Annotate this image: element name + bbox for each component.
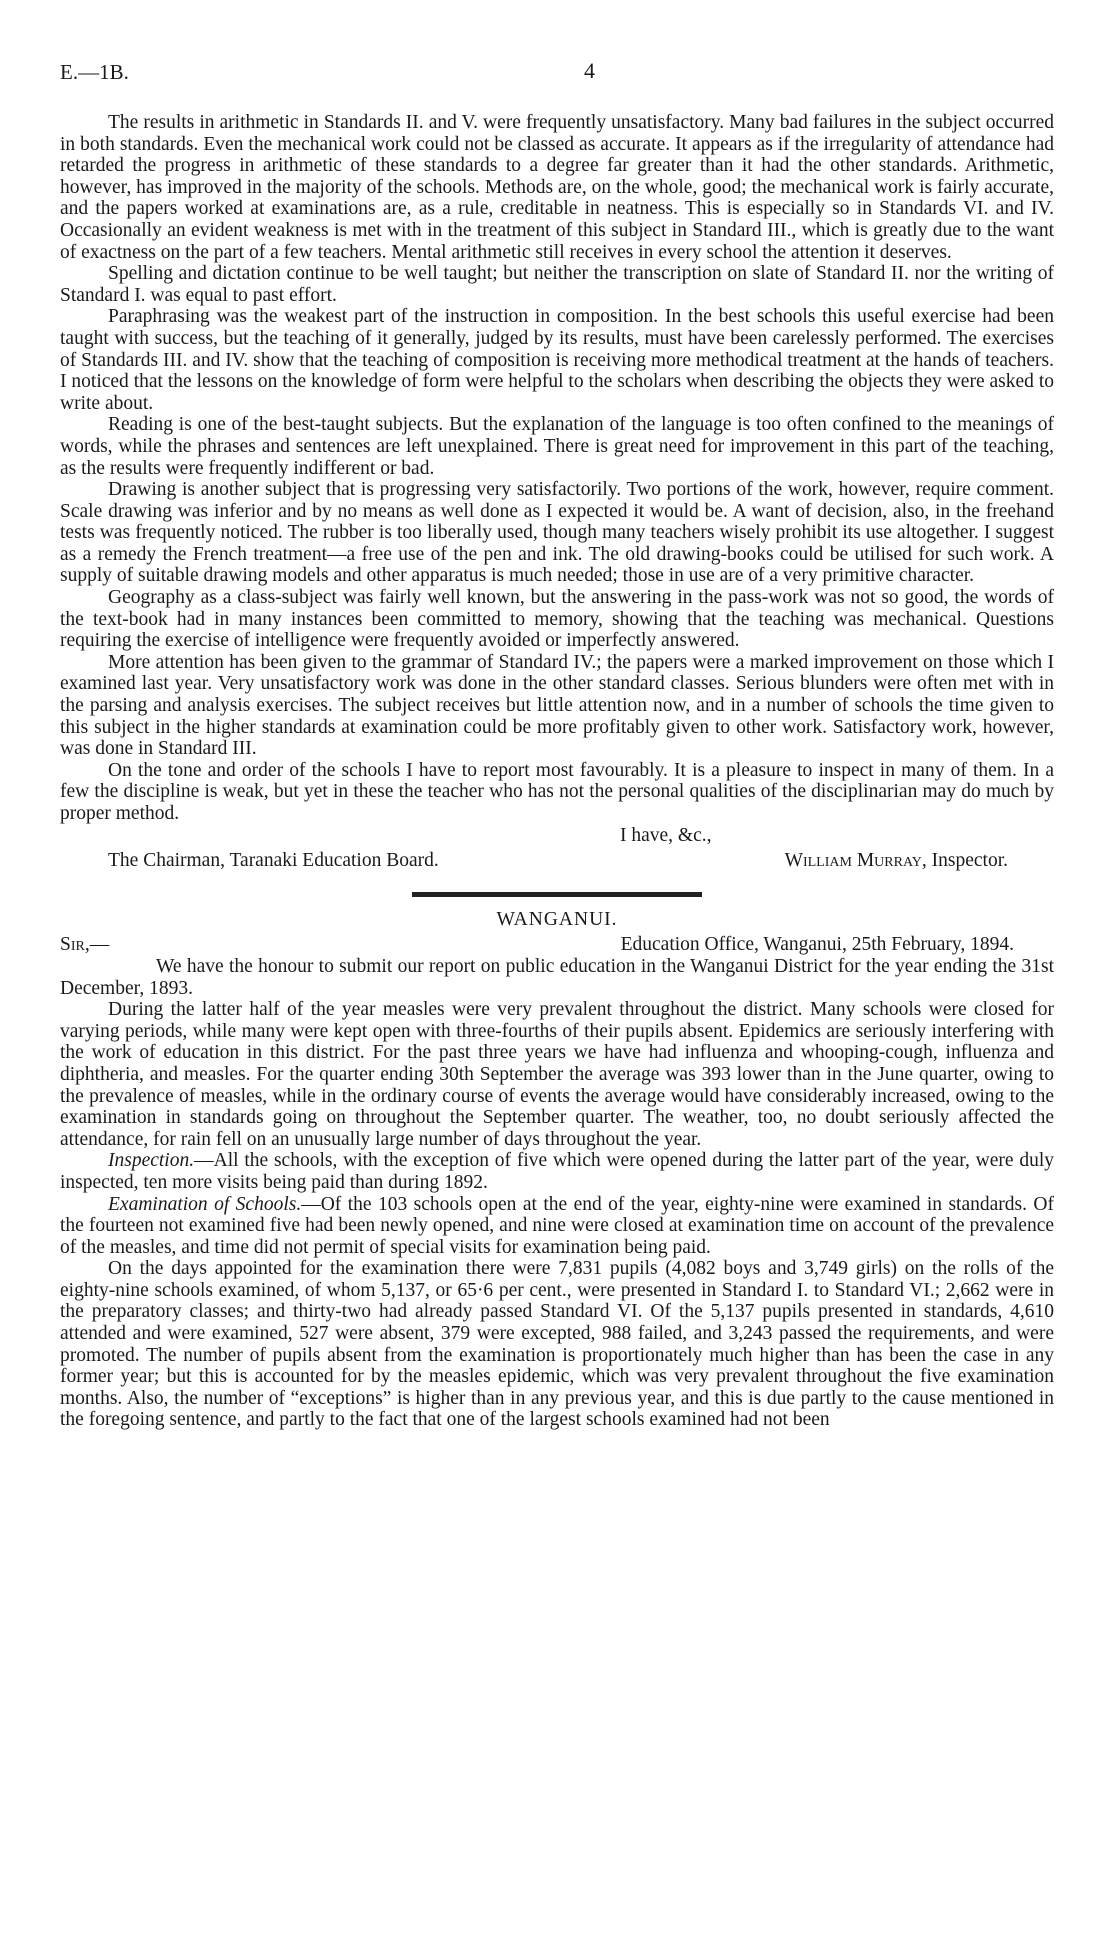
paragraph-reading: Reading is one of the best-taught subjects. But the explanation of the language is too often confined to the meanings of words, while the phrases and sentences are left unexplained. There is great need for improvement in this part of the teaching, as the results were frequently indifferent or bad. [60,414,1054,479]
paragraph-inspection [60,1150,1054,1193]
section-title: WANGANUI. [496,908,618,930]
section-divider [412,892,702,897]
closing-salutation: I have, &c., [620,824,712,846]
paragraph-arithmetic: The results in arithmetic in Standards II. and V. were frequently unsatisfactory. Many bad failures in the subject occurred in both standards. Even the mechanical work could not be classed as accurate. It appears as if the irregularity of attendance had retarded the progress in arithmetic of these standards to a degree far greater than it had the other standards. Arithmetic, however, has improved in the majority of the schools. Methods are, on the whole, good; the mechanical work is fairly accurate, and the papers worked at examinations are, as a rule, creditable in neatness. This is especially so in Standards VI. and IV. Occasionally an evident weakness is met with in the treatment of this subject in Standard III., which is greatly due to the want of exactness on the part of a few teachers. Mental arithmetic still receives in every school the attention it deserves. [60,112,1054,263]
page-number: 4 [584,58,595,83]
document-reference: E.—1B. [60,60,129,84]
inspection-text: —All the schools, with the exception of five which were opened during the latter part of the year, were duly inspected, ten more visits being paid than during 1892. [60,1150,1054,1193]
paragraph-opening: We have the honour to submit our report on public education in the Wanganui District for the year ending the 31st December, 1893. [60,955,1054,999]
document-body [60,112,1054,1431]
paragraph-results: On the days appointed for the examination there were 7,831 pupils (4,082 boys and 3,749 girls) on the rolls of the eighty-nine schools examined, of whom 5,137, or 65·6 per cent., were presented in Standard I. to Standard VI.; 2,662 were in the preparatory classes; and thirty-two had already passed Standard VI. Of the 5,137 pupils presented in standards, 4,610 attended and were examined, 527 were absent, 379 were excepted, 988 failed, and 3,243 passed the requirements, and were promoted. The number of pupils absent from the examination is proportionately much higher than has been the case in any former year; but this is accounted for by the measles epidemic, which was very prevalent throughout the five examination months. Also, the number of “exceptions” is higher than in any previous year, and this is due partly to the cause mentioned in the foregoing sentence, and partly to the fact that one of the largest schools examined had not been [60,1258,1054,1431]
examination-text: —Of the 103 schools open at the end of the year, eighty-nine were examined in standards. Of the fourteen not examined five had been newly opened, and nine were closed at examination time on account of the prevalence of the measles, and time did not permit of special visits for examination being paid. [60,1193,1054,1258]
paragraph-measles: During the latter half of the year measles were very prevalent throughout the district. Many schools were closed for varying periods, while many were kept open with three-fourths of their pupils absent. Epidemics are seriously interfering with the work of education in this district. For the past three years we have had influenza and whooping-cough, influenza and diphtheria, and measles. For the quarter ending 30th September the average was 393 lower than in the June quarter, owing to the prevalence of measles, while in the ordinary course of events the average would have considerably increased, owing to the examination in standards going on throughout the September quarter. The weather, too, no doubt seriously affected the attendance, for rain fell on an unusually large number of days throughout the year. [60,999,1054,1150]
signature-row [60,850,1054,872]
examination-label: Examination of Schools. [108,1193,302,1215]
office-date: Education Office, Wanganui, 25th February, 1894. [620,934,1014,956]
paragraph-examination [60,1194,1054,1259]
paragraph-grammar: More attention has been given to the grammar of Standard IV.; the papers were a marked improvement on those which I examined last year. Very unsatisfactory work was done in the other standard classes. Serious blunders were often met with in the parsing and analysis exercises. The subject receives but little attention now, and in a number of schools the time given to this subject in the higher standards at examination could be more profitably given to other work. Satisfactory work, however, was done in Standard III. [60,651,1054,760]
paragraph-paraphrasing: Paraphrasing was the weakest part of the instruction in composition. In the best schools this useful exercise had been taught with success, but the teaching of it generally, judged by its results, must have been carelessly performed. The exercises of Standards III. and IV. show that the teaching of composition is receiving more methodical treatment at the hands of teachers. I noticed that the lessons on the knowledge of form were helpful to the scholars when describing the objects they were asked to write about. [60,306,1054,414]
paragraph-tone: On the tone and order of the schools I have to report most favourably. It is a pleasure to inspect in many of them. In a few the discipline is weak, but yet in these the teacher who has not the personal qualities of the disciplinarian may do much by proper method. [60,759,1054,824]
paragraph-drawing: Drawing is another subject that is progressing very satisfactorily. Two portions of the work, however, require comment. Scale drawing was inferior and by no means as well done as I expected it would be. A want of decision, also, in the freehand tests was frequently noticed. The rubber is too liberally used, though many teachers wisely prohibit its use altogether. I suggest as a remedy the French treatment—a free use of the pen and ink. The old drawing-books could be utilised for such work. A supply of suitable drawing models and other apparatus is much needed; those in use are of a very primitive character. [60,479,1054,587]
salutation-row [60,934,1054,956]
inspector-title: , Inspector. [921,850,1008,872]
inspector-name: William Murray [784,850,922,872]
salutation-sir: Sir,— [60,934,110,956]
inspection-label: Inspection. [108,1150,195,1172]
paragraph-geography: Geography as a class-subject was fairly well known, but the answering in the pass-work was not so good, the words of the text-book had in many instances been committed to memory, showing that the teaching was mechanical. Questions requiring the exercise of intelligence were frequently avoided or imperfectly answered. [60,587,1054,652]
signature [785,850,1054,872]
addressee: The Chairman, Taranaki Education Board. [108,850,439,872]
paragraph-spelling: Spelling and dictation continue to be well taught; but neither the transcription on slate of Standard II. nor the writing of Standard I. was equal to past effort. [60,263,1054,306]
